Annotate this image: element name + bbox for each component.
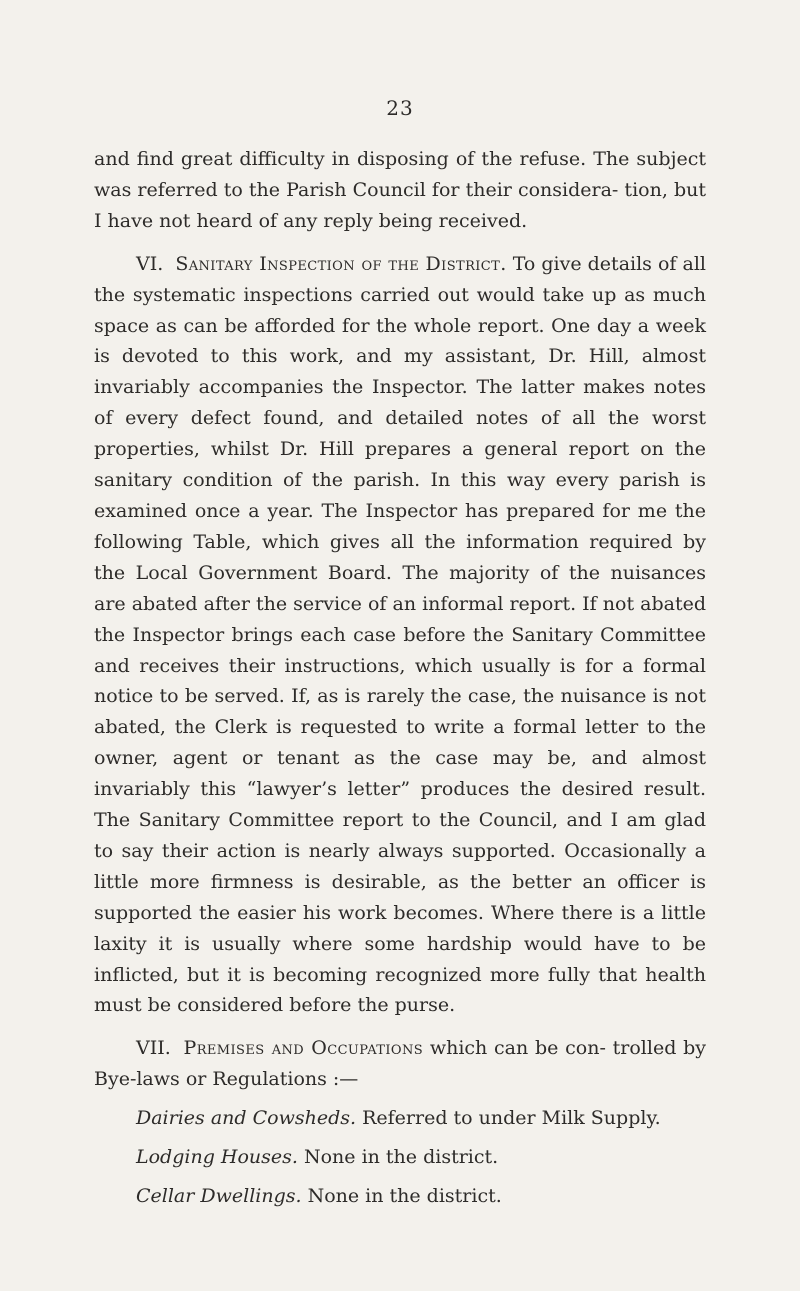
section-vi-body-text: To give details of all the systematic inspections carried out would take up as much space as can be afforded for the whole report. One day a week is devoted to this work, and my assistant, Dr. Hill, almost invariably accompanies the Inspector. The latter makes notes of every defect found, and detailed notes of all the worst properties, whilst Dr. Hill prepares a general report on the sanitary condition of the parish. In this way every parish is examined once a year. The Inspector has prepared for me the following Table, which gives all the information required by the Local Government Board. The majority of the nuisances are abated after the service of an informal report. If not abated the Inspector brings each case before the Sanitary Committee and receives their instructions, which usually is for a formal notice to be served. If, as is rarely the case, the nuisance is not abated, the Clerk is requested to write a formal letter to the owner, agent or tenant as the case may be, and almost invariably this “lawyer’s letter” produces the desired result. The Sanitary Committee report to the Council, and I am glad to say their action is nearly always supported. Occasionally a little more firmness is desirable, as the better an officer is supported the easier his work becomes. Where there is a little laxity it is usually where some hardship would have to be inflicted, but it is becoming recognized more fully that health must be considered before the purse.: [94, 252, 706, 1017]
entry-dairies-and-cowsheds: [94, 1103, 706, 1134]
section-vii-heading: Premises and Occupations: [183, 1037, 424, 1060]
entry-cellar-dwellings: [94, 1181, 706, 1212]
section-vi-heading: Sanitary Inspection of the District.: [175, 252, 507, 275]
section-vii-numeral: VII.: [136, 1037, 171, 1060]
entry-title: Dairies and Cowsheds.: [136, 1107, 357, 1130]
page-body: [94, 144, 706, 1212]
entry-title: Cellar Dwellings.: [136, 1185, 302, 1207]
entry-text: Referred to under Milk Supply.: [362, 1107, 661, 1130]
entry-text: None in the district.: [307, 1185, 502, 1207]
continuation-paragraph: and find great difficulty in disposing of the refuse. The subject was referred to the Parish Council for their considera- tion, but I have not heard of any reply being received.: [94, 148, 706, 232]
section-vi-numeral: VI.: [136, 252, 164, 275]
entry-lodging-houses: [94, 1142, 706, 1173]
entry-text: None in the district.: [303, 1146, 499, 1169]
page-number: 23: [386, 96, 414, 120]
section-vii-body-text: which can be con- trolled by Bye-laws or Regulations :—: [94, 1037, 707, 1091]
section-vi-paragraph: [94, 249, 706, 1022]
section-vii-paragraph: [94, 1033, 706, 1095]
entry-title: Lodging Houses.: [136, 1146, 298, 1169]
